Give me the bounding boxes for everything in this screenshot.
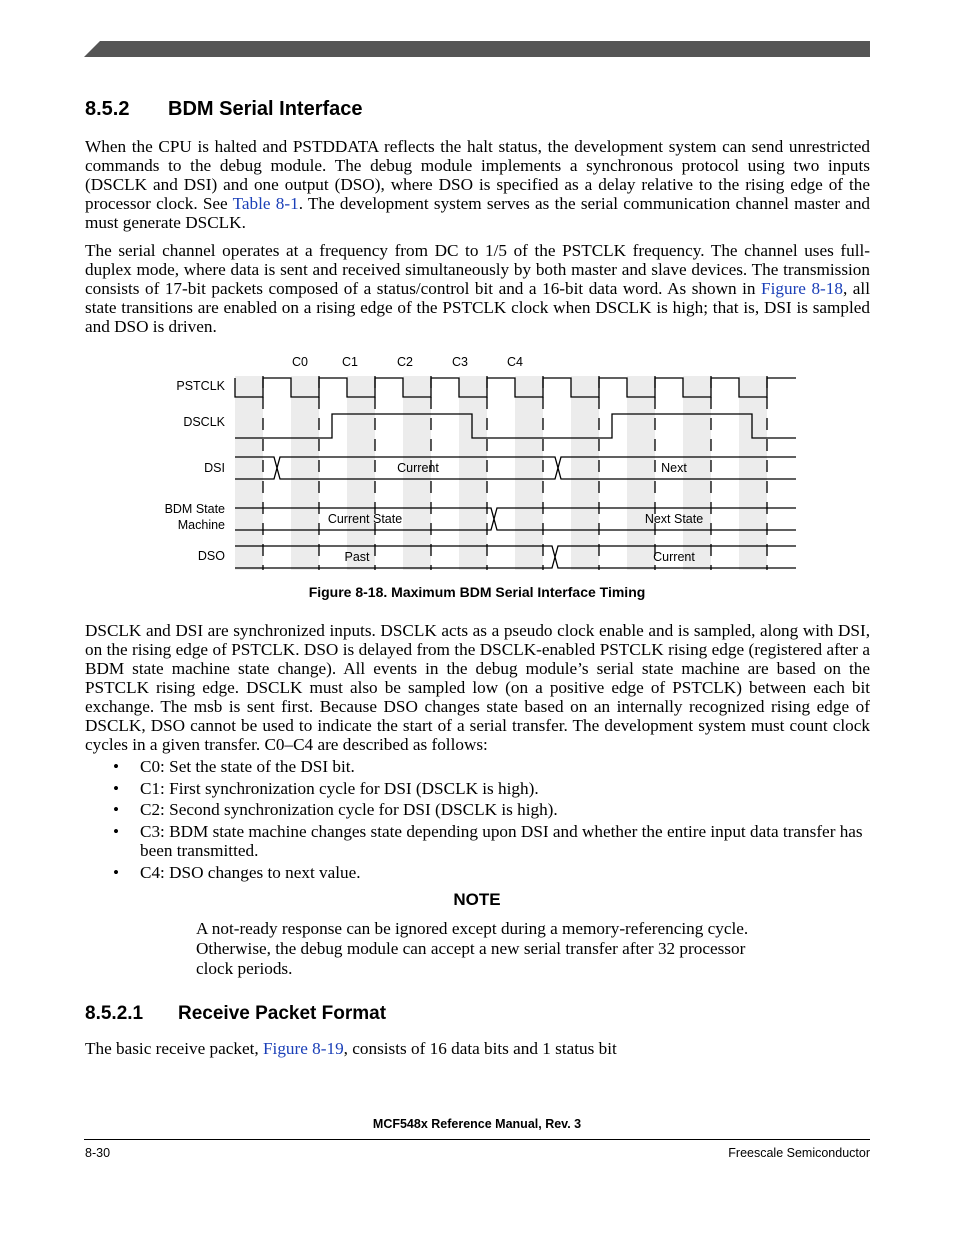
signal-label-dso: DSO — [197, 549, 225, 563]
footer-page-number: 8-30 — [85, 1146, 111, 1160]
paragraph-4 — [85, 1039, 870, 1058]
signal-label-dsi: DSI — [204, 461, 225, 475]
signal-label-dsclk: DSCLK — [183, 415, 225, 429]
p4-text-a: The basic receive packet, — [85, 1039, 263, 1058]
dsi-value-current: Current — [397, 461, 439, 475]
list-item-text: C3: BDM state machine changes state depending upon DSI and whether the entire input data transfer has been transmitted. — [140, 822, 863, 861]
section-heading — [85, 98, 363, 121]
paragraph-2 — [85, 241, 870, 336]
dso-value-past: Past — [344, 550, 370, 564]
list-item-text: C4: DSO changes to next value. — [140, 862, 361, 882]
dso-value-current: Current — [653, 550, 695, 564]
footer-company: Freescale Semiconductor — [728, 1146, 870, 1160]
subsection-number: 8.5.2.1 — [85, 1003, 144, 1024]
subsection-heading — [85, 1003, 386, 1025]
list-item — [113, 822, 873, 860]
signal-label-bdm-line1: BDM State — [164, 502, 225, 516]
signal-label-bdm-line2: Machine — [177, 518, 225, 532]
bdm-value-current-state: Current State — [327, 512, 403, 526]
cycle-list — [113, 757, 873, 884]
footer-rule — [84, 1139, 870, 1140]
list-item — [113, 757, 873, 776]
p2-text-b: , all state transitions are enabled on a rising edge of the PSTCLK clock when DSCLK is high; that is, DSI is sampled and DSO is driven. — [85, 279, 870, 336]
p4-text-b: , consists of 16 data bits and 1 status bit — [343, 1039, 617, 1058]
note-text: A not-ready response can be ignored except during a memory-referencing cycle. Otherwise, the debug module can accept a new serial transfer after 32 processor clock periods. — [196, 919, 749, 978]
bullet-dot: • — [113, 822, 120, 842]
header-bar — [84, 41, 870, 57]
p2-text-a: The serial channel operates at a frequency from DC to 1/5 of the PSTCLK frequency. The channel uses full-duplex mode, where data is sent and received simultaneously by both master and slave devices. The transmission consists of 17-bit packets composed of a status/control bit and a 16-bit data word. As shown in — [85, 241, 870, 298]
p1-text-a: When the CPU is halted and PSTDDATA reflects the halt status, the development system can send unrestricted commands to the debug module. The debug module implements a synchronous protocol using two inputs (DSCLK and DSI) and one output (DSO), where DSO is specified as a delay relative to the rising edge of the processor clock. See — [85, 137, 870, 213]
cycle-label-c0: C0 — [292, 355, 308, 369]
list-item-text: C1: First synchronization cycle for DSI (DSCLK is high). — [140, 778, 539, 798]
pstclk-waveform — [235, 378, 796, 397]
cycle-label-c2: C2 — [397, 355, 413, 369]
list-item — [113, 800, 873, 819]
figure-8-18-link[interactable]: Figure 8-18 — [761, 279, 843, 298]
footer-manual-title: MCF548x Reference Manual, Rev. 3 — [372, 1117, 582, 1131]
note-heading: NOTE — [453, 890, 501, 909]
cycle-label-c3: C3 — [452, 355, 468, 369]
figure-caption: Figure 8-18. Maximum BDM Serial Interface Timing — [308, 584, 646, 600]
list-item — [113, 863, 873, 882]
timing-diagram — [150, 348, 810, 578]
figure-8-19-link[interactable]: Figure 8-19 — [262, 1039, 344, 1058]
dsi-value-next: Next — [661, 461, 687, 475]
paragraph-3: DSCLK and DSI are synchronized inputs. DSCLK acts as a pseudo clock enable and is sampled, along with DSI, on the rising edge of PSTCLK. DSO is delayed from the DSCLK-enabled PSTCLK rising edge (registered after a BDM state machine state change). All events in the debug module’s serial state machine are based on the PSTCLK rising edge. DSCLK must also be sampled low (on a positive edge of PSTCLK) between each bit exchange. The msb is sent first. Because DSO changes state based on an internally recognized rising edge of DSCLK, DSO cannot be used to indicate the start of a serial transfer. The development system must count clock cycles in a given transfer. C0–C4 are described as follows: — [85, 621, 870, 754]
signal-label-pstclk: PSTCLK — [176, 379, 225, 393]
bullet-dot: • — [113, 778, 120, 798]
p1-text-b: . The development system serves as the serial communication channel master and must generate DSCLK. — [85, 194, 871, 232]
list-item-text: C2: Second synchronization cycle for DSI (DSCLK is high). — [140, 800, 558, 820]
section-title: BDM Serial Interface — [168, 98, 363, 120]
cycle-label-c4: C4 — [507, 355, 523, 369]
section-number: 8.5.2 — [85, 98, 130, 120]
cycle-label-c1: C1 — [342, 355, 358, 369]
bullet-dot: • — [113, 757, 120, 776]
subsection-title: Receive Packet Format — [178, 1003, 387, 1024]
list-item — [113, 779, 873, 798]
timing-shading — [235, 376, 767, 570]
table-8-1-link[interactable]: Table 8-1 — [232, 194, 299, 213]
paragraph-1 — [85, 137, 870, 232]
bullet-dot: • — [113, 800, 120, 820]
bdm-value-next-state: Next State — [644, 512, 704, 526]
bullet-dot: • — [113, 862, 120, 882]
list-item-text: C0: Set the state of the DSI bit. — [140, 757, 355, 776]
